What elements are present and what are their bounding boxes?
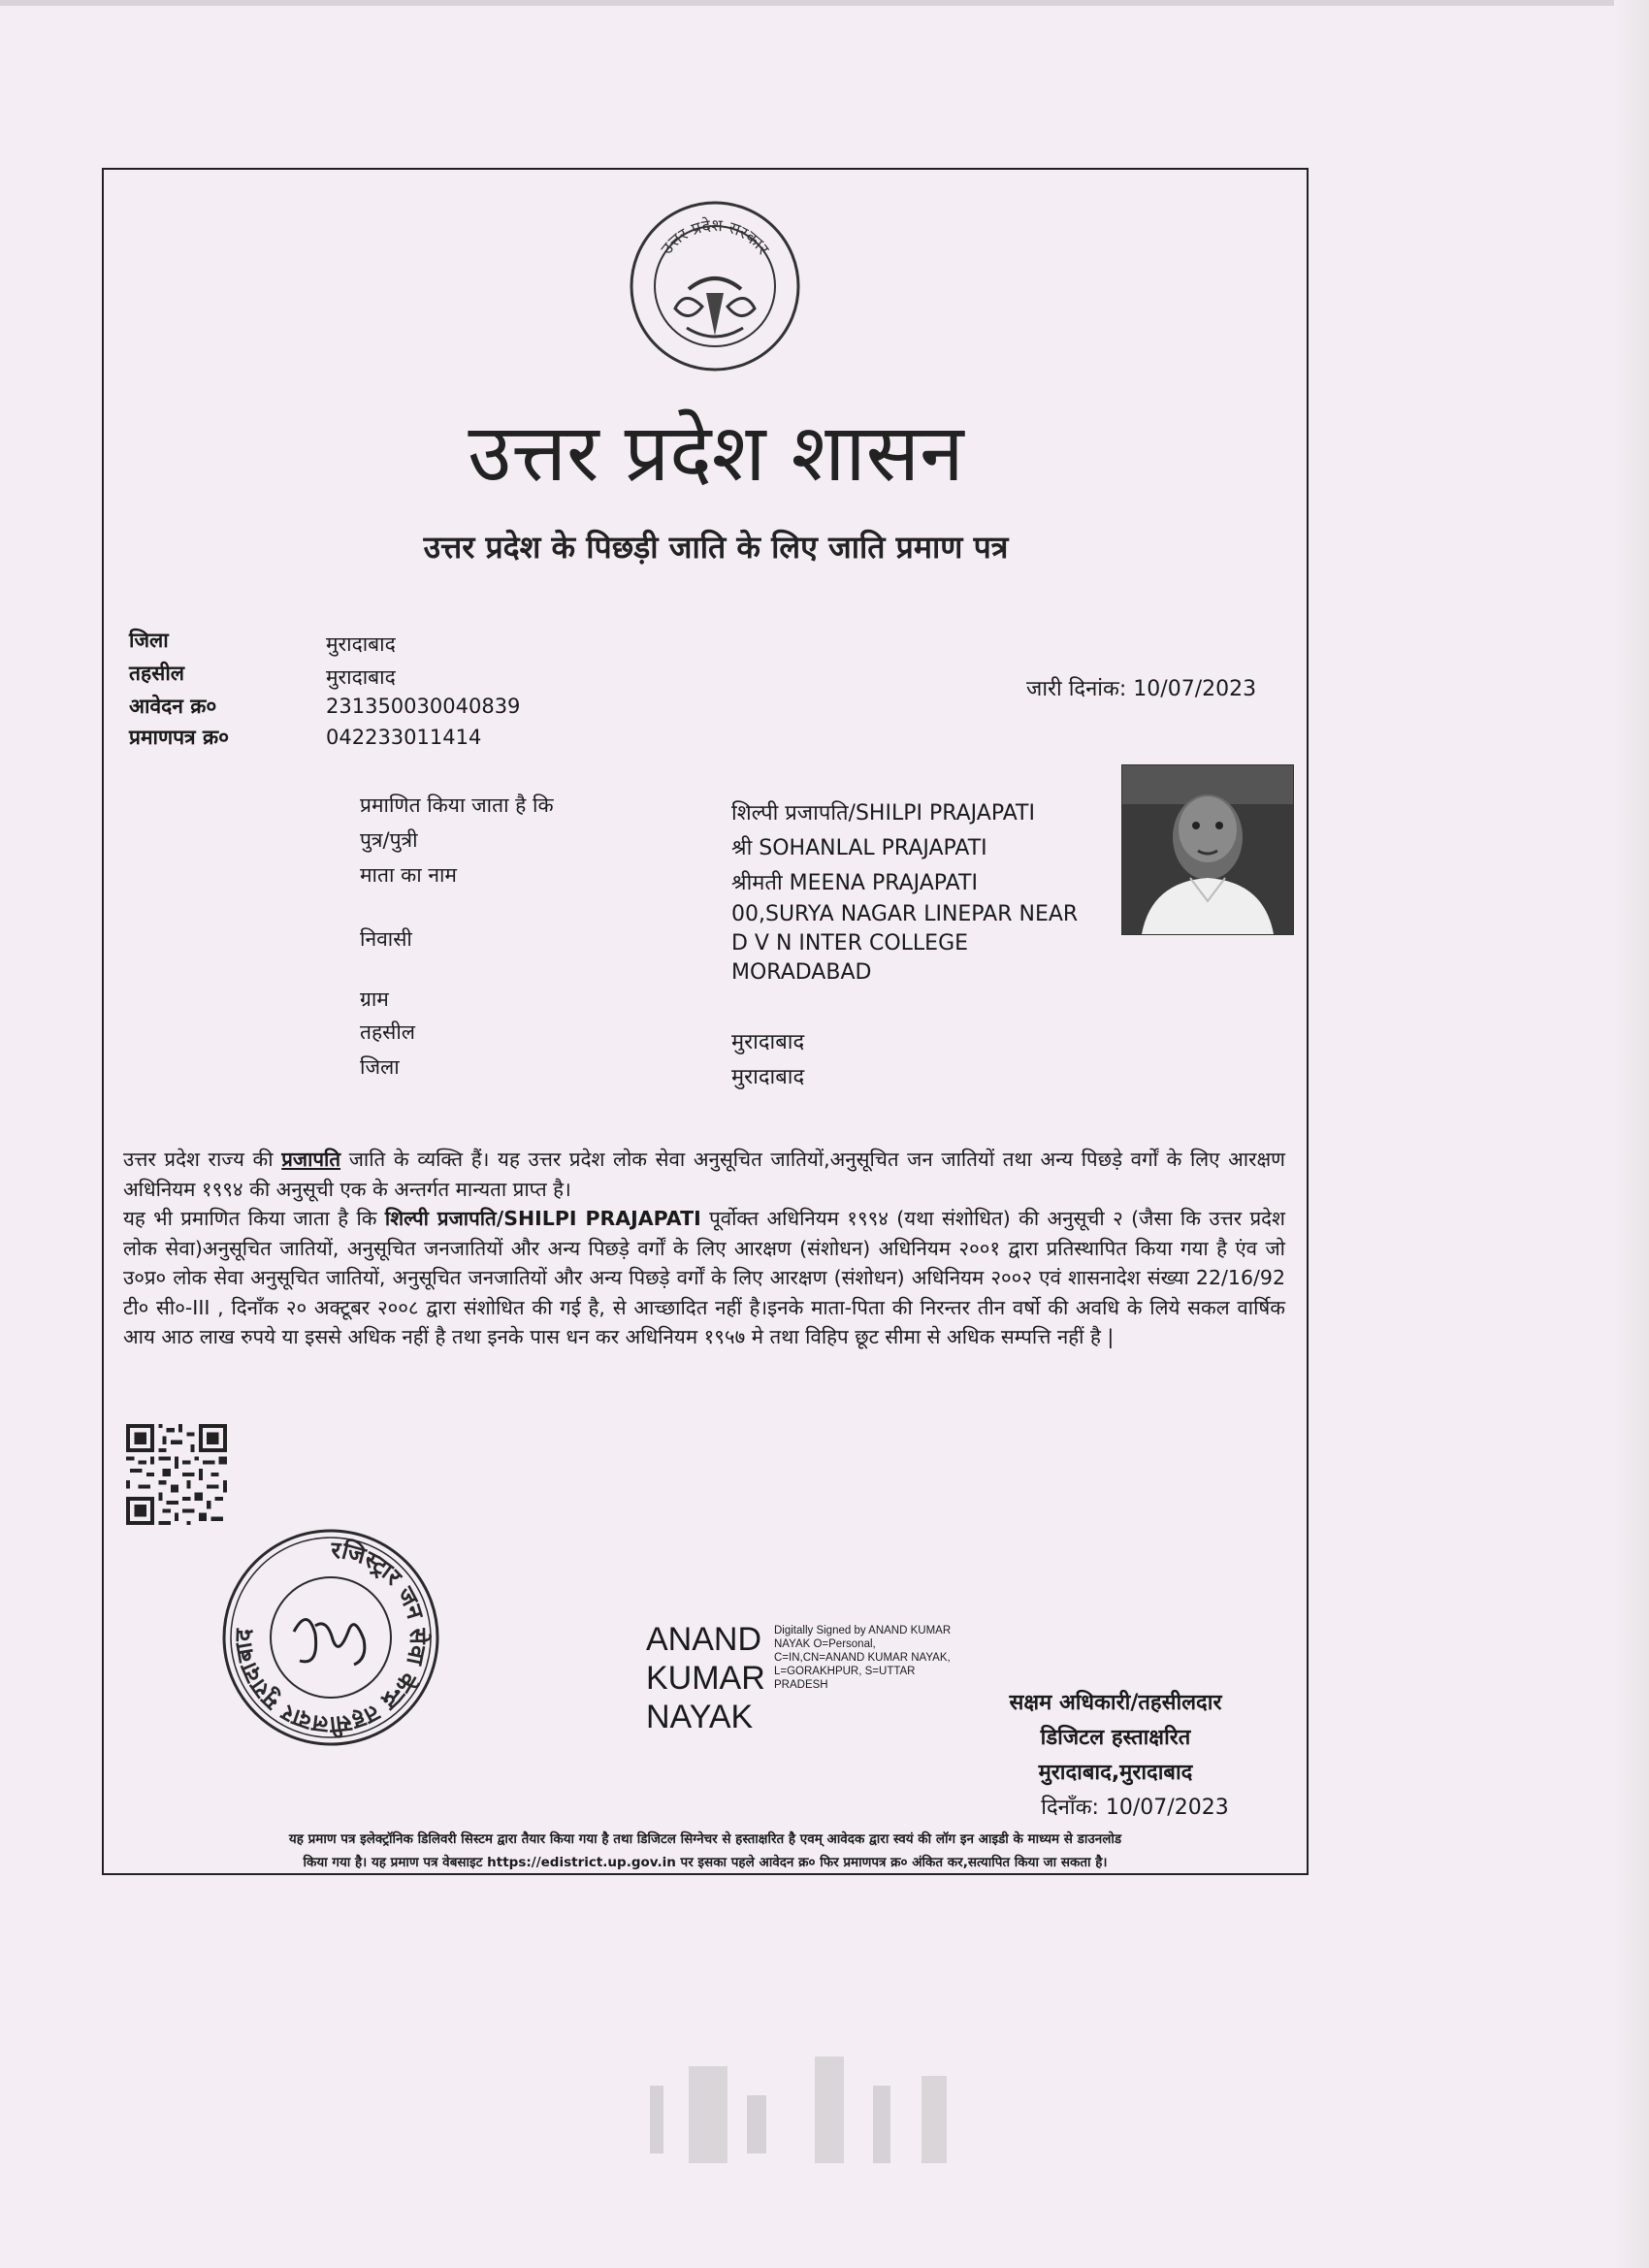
application-number-value: 231350030040839 xyxy=(326,695,521,718)
father-name: श्री SOHANLAL PRAJAPATI xyxy=(731,836,987,860)
certificate-body xyxy=(123,1145,1285,1352)
issue-date: जारी दिनांक: 10/07/2023 xyxy=(1026,677,1257,701)
district-value: मुरादाबाद xyxy=(326,632,396,656)
footer-line-2: किया गया है। यह प्रमाण पत्र वेबसाइट https://edistrict.up.gov.in पर इसका पहले आवेदन क्र० फिर प्रमाणपत्र क्र० अंकित कर,सत्यापित किया जा सकता है। xyxy=(303,1855,1108,1870)
application-number-label: आवेदन क्र० xyxy=(129,695,217,718)
certificate-subtitle: उत्तर प्रदेश के पिछड़ी जाति के लिए जाति प्रमाण पत्र xyxy=(423,529,1009,566)
resident-label: निवासी xyxy=(360,927,412,951)
applicant-name-inline: शिल्पी प्रजापति/SHILPI PRAJAPATI xyxy=(384,1207,701,1230)
official-stamp xyxy=(218,1525,443,1750)
district-detail-value: मुरादाबाद xyxy=(731,1065,805,1089)
certified-label: प्रमाणित किया जाता है कि xyxy=(360,794,554,817)
caste-name: प्रजापति xyxy=(281,1148,341,1171)
certificate-number-value: 042233011414 xyxy=(326,726,482,749)
mother-name-label: माता का नाम xyxy=(360,863,457,887)
mother-name: श्रीमती MEENA PRAJAPATI xyxy=(731,871,978,895)
tehsil-label: तहसील xyxy=(129,662,184,685)
signer-name-line: ANAND xyxy=(646,1621,762,1658)
officer-title: सक्षम अधिकारी/तहसीलदार xyxy=(1009,1691,1222,1715)
tehsil-detail-value: मुरादाबाद xyxy=(731,1030,805,1054)
address-line-3: MORADABAD xyxy=(731,960,872,985)
bleed-through-marks xyxy=(630,2047,999,2183)
applicant-photo xyxy=(1121,764,1294,935)
address-line-2: D V N INTER COLLEGE xyxy=(731,931,969,956)
district-label: जिला xyxy=(129,629,169,652)
tehsil-value: मुरादाबाद xyxy=(326,665,396,689)
body-text: उत्तर प्रदेश राज्य की xyxy=(123,1148,282,1171)
scan-edge xyxy=(1614,0,1649,2268)
body-text: यह भी प्रमाणित किया जाता है कि xyxy=(123,1207,385,1230)
scan-edge xyxy=(0,0,1649,6)
digital-signature-name xyxy=(646,1620,765,1736)
child-of-label: पुत्र/पुत्री xyxy=(360,828,418,852)
officer-date: दिनाँक: 10/07/2023 xyxy=(1041,1796,1229,1820)
body-paragraph-2 xyxy=(123,1204,1285,1352)
digital-signature-details: Digitally Signed by ANAND KUMAR NAYAK O=Personal, C=IN,CN=ANAND KUMAR NAYAK, L=GORAKHPUR, S=UTTAR PRADESH xyxy=(774,1625,952,1691)
footer-line-1: यह प्रमाण पत्र इलेक्ट्रॉनिक डिलिवरी सिस्टम द्वारा तैयार किया गया है तथा डिजिटल सिग्नेचर से हस्ताक्षरित है एवम् आवेदक द्वारा स्वयं की लॉग इन आइडी के माध्यम से डाउनलोड xyxy=(288,1831,1122,1847)
body-paragraph-1 xyxy=(123,1145,1285,1204)
signer-name-line: NAYAK xyxy=(646,1699,754,1735)
certificate-number-label: प्रमाणपत्र क्र० xyxy=(129,726,230,749)
district-detail-label: जिला xyxy=(360,1055,400,1079)
officer-signed-text: डिजिटल हस्ताक्षरित xyxy=(1040,1726,1191,1750)
svg-text:उत्तर प्रदेश सरकार: उत्तर प्रदेश सरकार xyxy=(657,215,773,259)
officer-signature-block xyxy=(970,1686,1261,1826)
qr-code xyxy=(126,1424,227,1525)
page-title: उत्तर प्रदेश शासन xyxy=(468,407,964,500)
verification-footer xyxy=(121,1828,1289,1874)
village-label: ग्राम xyxy=(360,988,389,1011)
up-government-emblem-icon xyxy=(629,200,801,373)
address-line-1: 00,SURYA NAGAR LINEPAR NEAR xyxy=(731,902,1079,926)
body-text: पूर्वोक्त अधिनियम १९९४ (यथा संशोधित) की अनुसूची २ (जैसा कि उत्तर प्रदेश लोक सेवा)अनुसूचित जातियों, अनुसूचित जनजातियों और अन्य पिछड़े वर्गों के लिए आरक्षण (संशोधन) अधिनियम २००१ द्वारा प्रतिस्थापित किया गया है एंव जो उ०प्र० लोक सेवा अनुसूचित जातियों, अनुसूचित जनजातियों और अन्य पिछड़े वर्गों के लिए आरक्षण (संशोधन) अधिनियम २००२ एवं शासनादेश संख्या 22/16/92 टी० सी०-III , दिनाँक २० अक्टूबर २००८ द्वारा संशोधित की गई है, से आच्छादित नहीं है।इनके माता-पिता की निरन्तर तीन वर्षो की अवधि के लिये सकल वार्षिक आय आठ लाख रुपये या इससे अधिक नहीं है तथा इनके पास धन कर अधिनियम १९५७ मे तथा विहिप छूट सीमा से अधिक सम्पत्ति नहीं है | xyxy=(123,1207,1285,1348)
signer-name-line: KUMAR xyxy=(646,1660,765,1697)
body-text: जाति के व्यक्ति हैं। यह उत्तर प्रदेश लोक सेवा अनुसूचित जातियों,अनुसूचित जन जातियों तथा अन्य पिछड़े वर्गों के लिए आरक्षण अधिनियम १९९४ की अनुसूची एक के अन्तर्गत मान्यता प्राप्त है। xyxy=(123,1148,1286,1201)
applicant-name: शिल्पी प्रजापति/SHILPI PRAJAPATI xyxy=(731,801,1035,826)
tehsil-detail-label: तहसील xyxy=(360,1021,415,1044)
svg-text:रजिस्ट्रार जन सेवा केन्द्र तहस: रजिस्ट्रार जन सेवा केन्द्र तहसीलदार मुरादाबाद xyxy=(229,1536,433,1739)
officer-location: मुरादाबाद,मुरादाबाद xyxy=(1038,1761,1193,1785)
